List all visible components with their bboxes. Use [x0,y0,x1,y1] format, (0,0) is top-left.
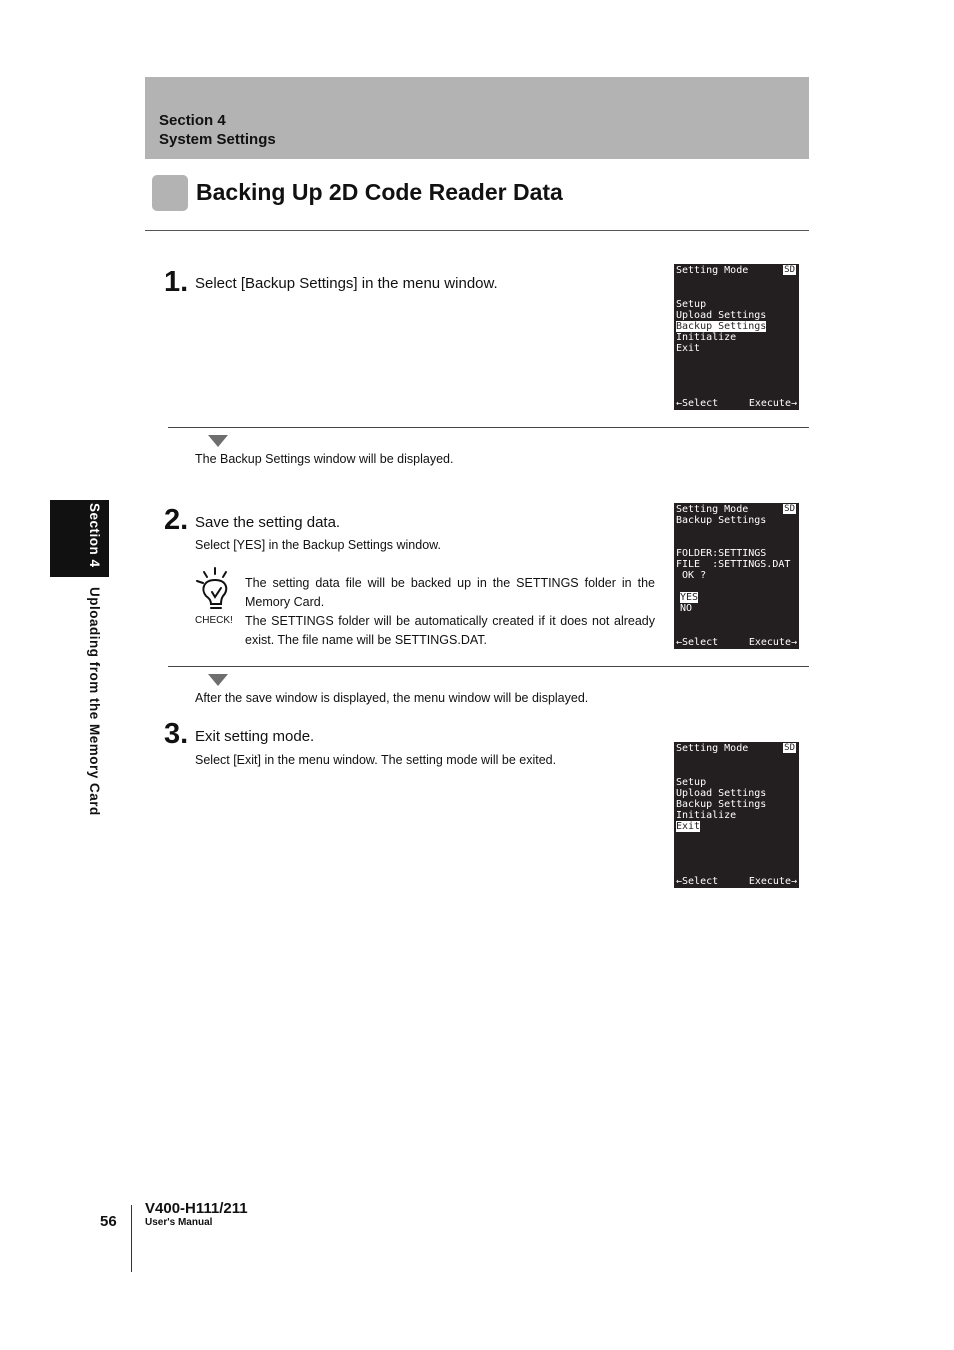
step-3-heading: Exit setting mode. [195,728,315,745]
section-label: Section 4 [159,112,226,129]
file-line: FILE :SETTINGS.DAT [676,559,791,570]
menu-item-setup: Setup [676,299,707,310]
step-2-number: 2. [164,504,189,536]
menu-item-exit-selected: Exit [676,821,701,832]
side-tab-chapter: Uploading from the Memory Card [87,587,102,816]
step-1-divider [168,427,809,428]
check-note [245,574,655,650]
menu-item-exit: Exit [676,343,701,354]
check-note-line-2: The SETTINGS folder will be automatically created if it does not already exist. The file name will be SETTINGS.DAT. [245,614,655,647]
menu-item-initialize: Initialize [676,810,737,821]
footer-select-hint: ←Select [676,398,719,409]
menu-item-upload: Upload Settings [676,310,767,321]
step-2-detail: Select [YES] in the Backup Settings window. [195,538,441,552]
check-note-line-1: The setting data file will be backed up in the SETTINGS folder in the Memory Card. [245,576,655,609]
title-divider [145,230,809,231]
menu-item-initialize: Initialize [676,332,737,343]
footer-execute-hint: Execute→ [748,637,797,648]
down-arrow-icon [208,435,228,447]
step-2-heading: Save the setting data. [195,514,341,531]
footer-select-hint: ←Select [676,876,719,887]
screen-menu-backup [674,264,799,410]
option-yes-selected: YES [680,592,699,603]
lightbulb-check-icon [195,566,235,614]
menu-item-upload: Upload Settings [676,788,767,799]
manual-label: User's Manual [145,1217,213,1228]
screen-subtitle: Backup Settings [676,515,767,526]
section-title: System Settings [159,131,276,148]
screen-backup-settings [674,503,799,649]
check-label: CHECK! [195,615,233,626]
folder-line: FOLDER:SETTINGS [676,548,767,559]
menu-item-backup: Backup Settings [676,799,767,810]
side-tab-section: Section 4 [87,503,102,568]
section-header [145,77,809,159]
sd-card-icon: SD [784,504,795,514]
down-arrow-icon [208,674,228,686]
confirm-question: OK ? [676,570,707,581]
step-3-detail: Select [Exit] in the menu window. The setting mode will be exited. [195,753,557,767]
title-marker [152,175,188,211]
screen-title: Setting Mode [676,504,749,515]
section-header-text [159,111,276,149]
screen-title: Setting Mode [676,743,749,754]
page-number: 56 [100,1213,117,1230]
footer-execute-hint: Execute→ [748,876,797,887]
product-model: V400-H111/211 [145,1200,248,1217]
step-3-number: 3. [164,718,189,750]
option-no: NO [680,603,693,614]
screen-menu-exit [674,742,799,888]
footer-divider [131,1205,132,1272]
menu-item-backup-selected: Backup Settings [676,321,767,332]
page-title: Backing Up 2D Code Reader Data [196,179,563,205]
sd-card-icon: SD [784,743,795,753]
menu-item-setup: Setup [676,777,707,788]
footer-select-hint: ←Select [676,637,719,648]
step-2-result: After the save window is displayed, the menu window will be displayed. [195,691,589,705]
step-1-result: The Backup Settings window will be displayed. [195,452,454,466]
step-2-divider [168,666,809,667]
step-1-number: 1. [164,266,189,298]
sd-card-icon: SD [784,265,795,275]
step-1-heading: Select [Backup Settings] in the menu window. [195,275,498,292]
screen-title: Setting Mode [676,265,749,276]
footer-execute-hint: Execute→ [748,398,797,409]
